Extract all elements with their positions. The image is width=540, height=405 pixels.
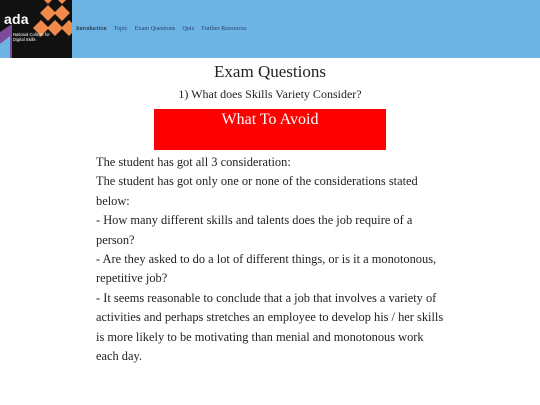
banner-label: What To Avoid [221, 111, 319, 128]
answer-text [96, 153, 446, 366]
answer-paragraph: - How many different skills and talents does the job require of a person? [96, 213, 413, 247]
nav-introduction[interactable]: Introduction [76, 25, 107, 32]
answer-paragraph: - It seems reasonable to conclude that a job that involves a variety of activities and perhaps stretches an employee to develop his / her skills is more likely to be motivating than menial and monotonous work each day. [96, 290, 444, 364]
nav-further-resources[interactable]: Further Resources [201, 25, 247, 32]
logo-wordmark: ada [4, 11, 29, 27]
question-heading: 1) What does Skills Variety Consider? [178, 87, 362, 101]
answer-paragraph: The student has got all 3 consideration: [96, 155, 291, 169]
answer-paragraph: - Are they asked to do a lot of different things, or is it a monotonous, repetitive job? [96, 252, 437, 286]
what-to-avoid-banner [154, 109, 386, 150]
top-nav [76, 25, 247, 32]
nav-exam-questions[interactable]: Exam Questions [134, 25, 176, 32]
nav-quiz[interactable]: Quiz [182, 25, 195, 32]
header-bar [0, 0, 540, 58]
logo-subtitle: National College for Digital Skills [13, 32, 50, 42]
ada-logo[interactable] [0, 0, 72, 58]
page-title: Exam Questions [214, 62, 326, 81]
logo-diamonds-icon [0, 0, 72, 58]
answer-paragraph: The student has got only one or none of the considerations stated below: [96, 174, 418, 208]
nav-topic[interactable]: Topic [113, 25, 128, 32]
